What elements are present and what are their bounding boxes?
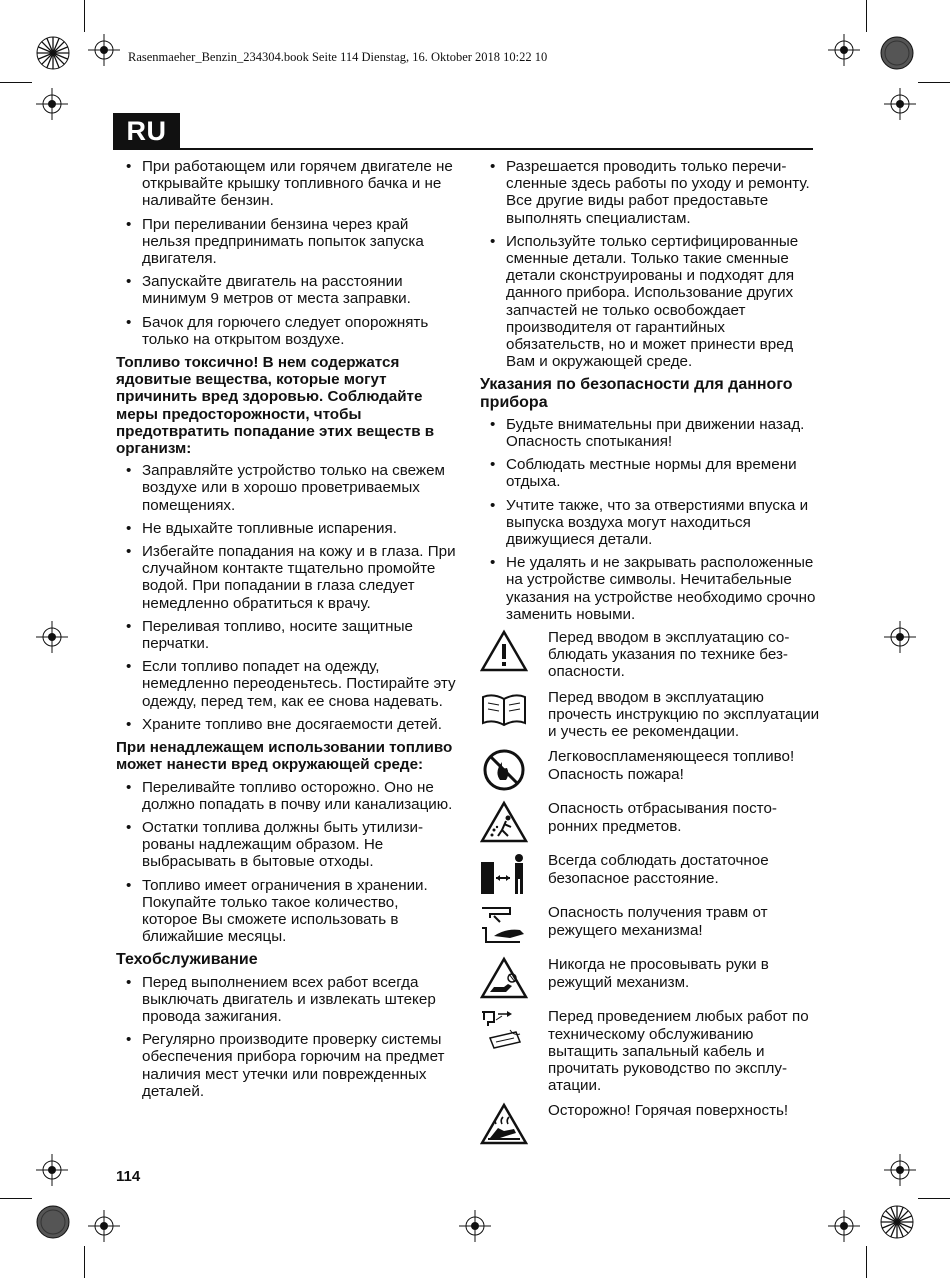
symbol-text: Осторожно! Горячая поверхность! <box>548 1102 789 1120</box>
crosshair-mark-icon <box>884 88 916 120</box>
trim-line <box>866 1246 867 1278</box>
header-rule <box>180 148 813 150</box>
open-manual-icon <box>480 689 528 733</box>
trim-line <box>918 82 950 83</box>
list-item: • Остатки топлива должны быть утилизированы надлежащим образом. Не выбрасывать в бытовые отходы. <box>116 819 456 871</box>
list-item: • При работающем или горячем двигателе не открывайте крышку топливного бачка и не наливайте бензин. <box>116 158 456 210</box>
trim-line <box>866 0 867 32</box>
symbol-text: Перед вводом в эксплуатацию прочесть инструкцию по эксплуатации и учесть ее рекомендации. <box>548 688 820 741</box>
hot-surface-icon <box>480 1102 528 1146</box>
maintenance-heading: Техобслуживание <box>116 951 258 969</box>
symbol-row <box>480 852 820 896</box>
toxic-fuel-warning: Топливо токсично! В нем содержатся ядовитые вещества, которые могут причинить вред здоровью. Соблюдайте меры предосторожности, чтобы предотвратить попадание этих веществ в организм: <box>116 354 435 458</box>
spark-plug-icon <box>480 1008 528 1052</box>
symbol-row <box>480 1008 820 1094</box>
symbol-text: Перед вводом в эксплуатацию соблюдать указания по технике безопасности. <box>548 629 790 681</box>
warning-triangle-icon <box>480 629 528 673</box>
symbol-row <box>480 1102 820 1146</box>
starburst-mark-icon <box>36 36 70 70</box>
crosshair-mark-icon <box>459 1210 491 1242</box>
list-item: • Топливо имеет ограничения в хранении. Покупайте только такое количество, которое Вы сможете использовать в ближайшие месяцы. <box>116 877 456 946</box>
crosshair-mark-icon <box>36 1154 68 1186</box>
page-number: 114 <box>116 1168 141 1185</box>
list-item: • Будьте внимательны при движении назад. Опасность спотыкания! <box>480 416 820 450</box>
list-item: • Соблюдать местные нормы для времени отдыха. <box>480 456 820 490</box>
crosshair-mark-icon <box>36 88 68 120</box>
starburst-mark-icon <box>880 1205 914 1239</box>
symbol-row <box>480 956 820 1000</box>
list-item: • Избегайте попадания на кожу и в глаза. При случайном контакте тщательно промойте водой. При попадании в глаза следует немедленно обратиться к врачу. <box>116 543 456 612</box>
symbol-row <box>480 748 820 792</box>
symbol-text: Опасность отбрасывания посторонних предметов. <box>548 800 777 835</box>
list-item: • Перед выполнением всех работ всегда выключать двигатель и извлекать штекер провода зажигания. <box>116 974 456 1026</box>
symbol-text: Перед проведением любых работ по техническому обслуживанию вытащить запальный кабель и прочитать руководство по эксплуатации. <box>548 1008 809 1095</box>
trim-line <box>0 82 32 83</box>
fuel-handling-list <box>116 158 456 348</box>
list-item: • Запускайте двигатель на расстоянии минимум 9 метров от места заправки. <box>116 273 456 307</box>
trim-line <box>84 0 85 32</box>
symbol-row <box>480 800 820 844</box>
list-item: • Если топливо попадет на одежду, немедленно переоденьтесь. Постирайте эту одежду, перед тем, как ее снова надевать. <box>116 658 456 710</box>
list-item: • Не вдыхайте топливные испарения. <box>116 520 456 537</box>
list-item: • Храните топливо вне досягаемости детей. <box>116 716 456 733</box>
symbol-text: Опасность получения травм от режущего механизма! <box>548 904 768 939</box>
crosshair-mark-icon <box>884 621 916 653</box>
solid-circle-mark-icon <box>36 1205 70 1239</box>
crosshair-mark-icon <box>828 34 860 66</box>
safety-heading: Указания по безопасности для данного прибора <box>480 376 793 411</box>
flying-objects-icon <box>480 800 528 844</box>
crosshair-mark-icon <box>828 1210 860 1242</box>
symbol-row <box>480 629 820 681</box>
list-item: • Используйте только сертифицированные сменные детали. Только такие сменные детали сконструированы и подходят для данного прибора. Использование других запчастей не только освобождает производителя от гарантийных обязательств, но и может принести вред Вам и окружающей среде. <box>480 233 820 371</box>
no-fire-icon <box>480 748 528 792</box>
list-item: • Переливайте топливо осторожно. Оно не должно попадать в почву или канализацию. <box>116 779 456 813</box>
crosshair-mark-icon <box>88 34 120 66</box>
symbol-text: Легковоспламеняющееся топливо! Опасность пожара! <box>548 748 795 783</box>
repair-list <box>480 158 820 370</box>
language-badge: RU <box>113 113 180 150</box>
safety-list <box>480 416 820 623</box>
symbol-text: Никогда не просовывать руки в режущий механизм. <box>548 956 769 991</box>
symbol-row <box>480 904 820 948</box>
list-item: • Регулярно производите проверку системы обеспечения прибора горючим на предмет наличия мест утечки или поврежденных деталей. <box>116 1031 456 1100</box>
list-item: • Учтите также, что за отверстиями впуска и выпуска воздуха могут находиться движущиеся детали. <box>480 497 820 549</box>
list-item: • Разрешается проводить только перечисленные здесь работы по уходу и ремонту. Все другие виды работ предоставьте выполнять специалистам. <box>480 158 820 227</box>
cutting-blade-icon <box>480 904 528 948</box>
hand-in-blade-icon <box>480 956 528 1000</box>
list-item: • При переливании бензина через край нельзя предпринимать попыток запуска двигателя. <box>116 216 456 268</box>
environment-list <box>116 779 456 946</box>
toxic-precautions-list <box>116 462 456 733</box>
file-info-header: Rasenmaeher_Benzin_234304.book Seite 114 Dienstag, 16. Oktober 2018 10:22 10 <box>128 50 548 64</box>
right-column <box>480 158 820 1154</box>
symbol-row <box>480 689 820 741</box>
list-item: • Бачок для горючего следует опорожнять только на открытом воздухе. <box>116 314 456 348</box>
trim-line <box>918 1198 950 1199</box>
maintenance-list <box>116 974 456 1100</box>
crosshair-mark-icon <box>88 1210 120 1242</box>
list-item: • Заправляйте устройство только на свежем воздухе или в хорошо проветриваемых помещениях. <box>116 462 456 514</box>
environment-warning: При ненадлежащем использовании топливо может нанести вред окружающей среде: <box>116 739 453 774</box>
list-item: • Не удалять и не закрывать расположенные на устройстве символы. Нечитабельные указания на устройстве необходимо срочно заменить новыми. <box>480 554 820 623</box>
crosshair-mark-icon <box>36 621 68 653</box>
trim-line <box>0 1198 32 1199</box>
list-item: • Переливая топливо, носите защитные перчатки. <box>116 618 456 652</box>
crosshair-mark-icon <box>884 1154 916 1186</box>
trim-line <box>84 1246 85 1278</box>
left-column <box>116 158 456 1106</box>
symbol-text: Всегда соблюдать достаточное безопасное расстояние. <box>548 852 769 887</box>
safe-distance-icon <box>480 852 528 896</box>
solid-circle-mark-icon <box>880 36 914 70</box>
